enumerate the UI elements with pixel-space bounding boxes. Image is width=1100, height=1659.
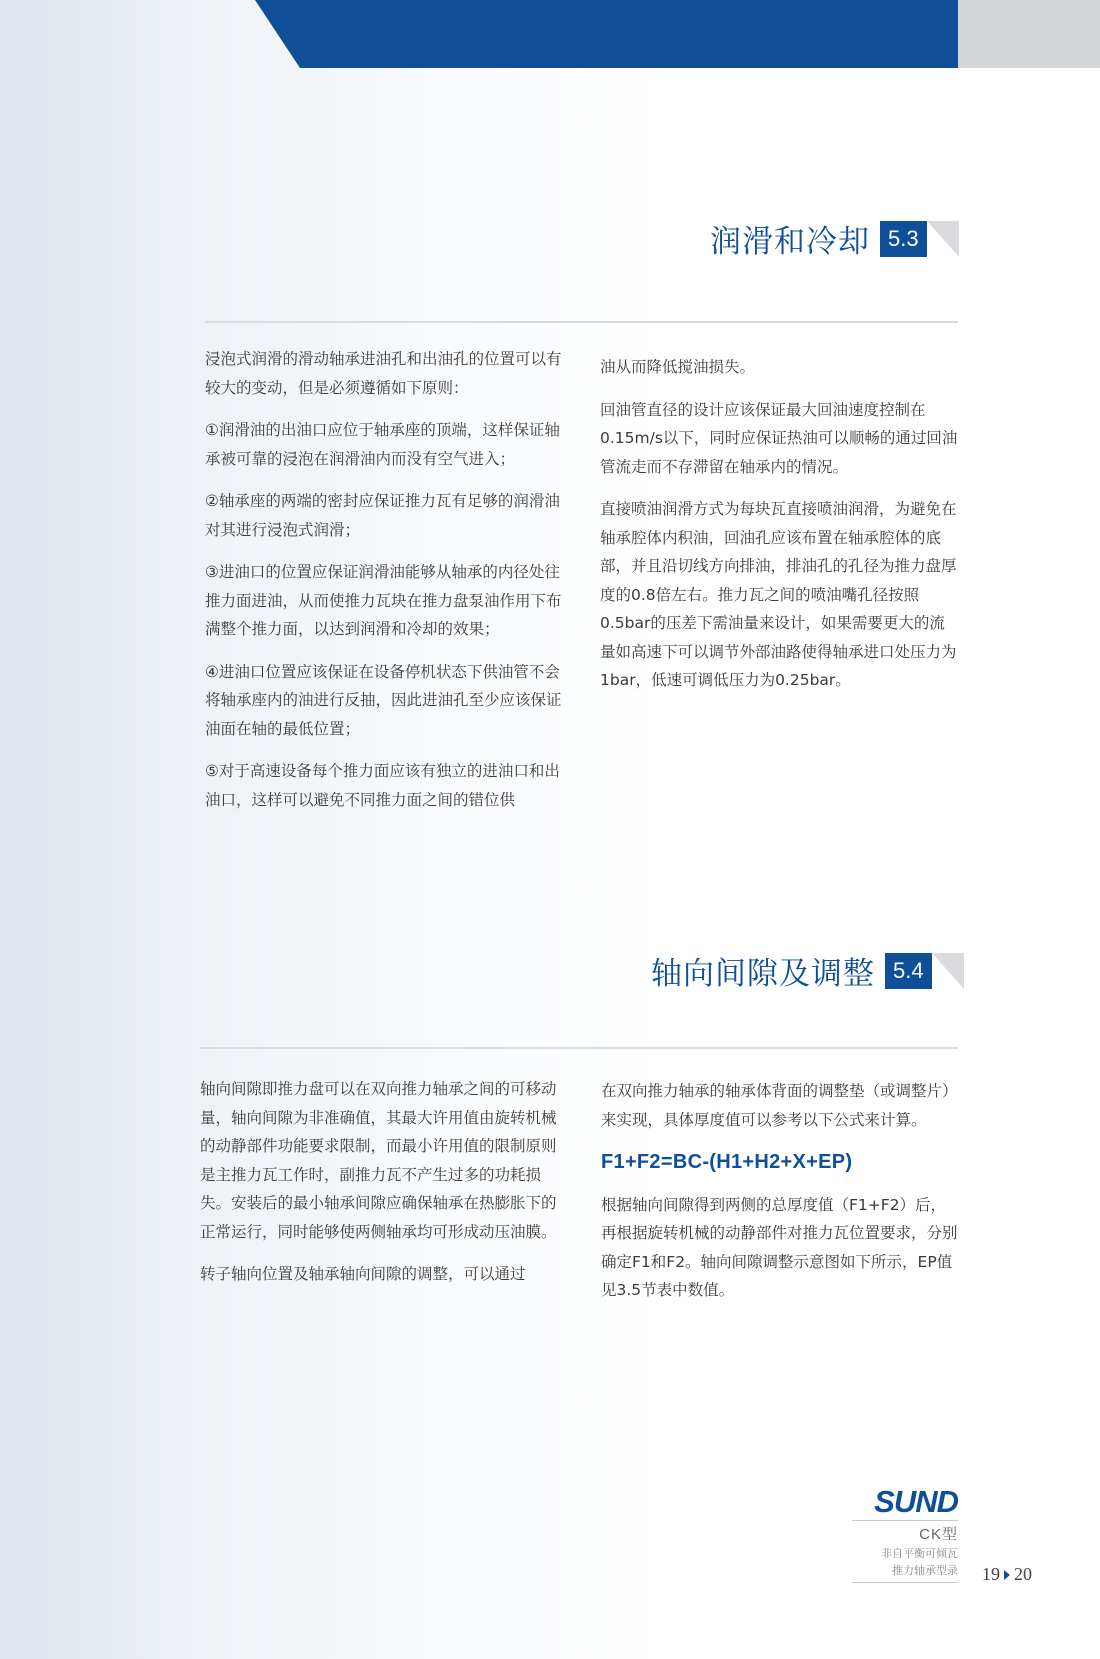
section-divider (200, 1047, 958, 1049)
section-number: 5.3 (880, 221, 927, 257)
paragraph: 油从而降低搅油损失。 (600, 358, 756, 376)
model-name: CK型 (919, 1526, 958, 1543)
paragraph: 浸泡式润滑的滑动轴承进油孔和出油孔的位置可以有较大的变动，但是必须遵循如下原则： (205, 350, 562, 397)
clearance-formula: F1+F2=BC-(H1+H2+X+EP) (601, 1151, 853, 1173)
page-right: 20 (1014, 1564, 1032, 1584)
section-title: 润滑和冷却 (710, 224, 870, 260)
paragraph: 根据轴向间隙得到两侧的总厚度值（F1+F2）后，再根据旋转机械的动静部件对推力瓦位置要求，分别确定F1和F2。轴向间隙调整示意图如下所示，EP值见3.5节表中数值。 (601, 1195, 958, 1299)
paragraph: 轴向间隙即推力盘可以在双向推力轴承之间的可移动量，轴向间隙为非准确值，其最大许用值由旋转机械的动静部件功能要求限制，而最小许用值的限制原则是主推力瓦工作时，副推力瓦不产生过多的功耗损失。安装后的最小轴承间隙应确保轴承在热膨胀下的正常运行，同时能够使两侧轴承均可形成动压油膜。 (200, 1080, 557, 1241)
footer-divider (852, 1520, 958, 1521)
section-5-3-heading (710, 216, 959, 261)
section-5-3-left-column (205, 345, 565, 828)
paragraph: 直接喷油润滑方式为每块瓦直接喷油润滑，为避免在轴承腔体内积油，回油孔应该布置在轴承腔体的底部，并且沿切线方向排油，排油孔的孔径为推力盘厚度的0.8倍左右。推力瓦之间的喷油嘴孔径按照0.5bar的压差下需油量来设计，如果需要更大的流量如高速下可以调节外部油路使得轴承进口处压力为1bar，低速可调低压力为0.25bar。 (600, 500, 957, 689)
paragraph: ④进油口位置应该保证在设备停机状态下供油管不会将轴承座内的油进行反抽，因此进油孔至少应该保证油面在轴的最低位置； (205, 662, 562, 738)
section-number: 5.4 (885, 953, 932, 989)
catalog-subtitle: 推力轴承型录 (892, 1564, 958, 1577)
heading-accent (927, 221, 959, 257)
paragraph: 转子轴向位置及轴承轴向间隙的调整，可以通过 (200, 1265, 526, 1283)
section-title: 轴向间隙及调整 (651, 956, 875, 992)
heading-accent (932, 953, 964, 989)
header-gray-tab (958, 0, 1100, 68)
page-number (982, 1564, 1032, 1585)
catalog-subtitle: 非自平衡可倾瓦 (881, 1547, 958, 1560)
page-left: 19 (982, 1564, 1000, 1584)
section-5-4-left-column (200, 1075, 560, 1303)
paragraph: ⑤对于高速设备每个推力面应该有独立的进油口和出油口，这样可以避免不同推力面之间的错位供 (205, 762, 560, 809)
triangle-icon (1004, 1570, 1010, 1580)
paragraph: ③进油口的位置应保证润滑油能够从轴承的内径处往推力面进油，从而使推力瓦块在推力盘泵油作用下布满整个推力面，以达到润滑和冷却的效果； (205, 563, 562, 638)
paragraph: ①润滑油的出油口应位于轴承座的顶端，这样保证轴承被可靠的浸泡在润滑油内而没有空气进入； (205, 421, 560, 468)
brand-logo: SUND (874, 1484, 958, 1519)
paragraph: ②轴承座的两端的密封应保证推力瓦有足够的润滑油对其进行浸泡式润滑； (205, 492, 560, 539)
section-5-4-right-column (601, 1077, 961, 1319)
section-5-4-heading (651, 948, 964, 993)
footer-divider (852, 1582, 958, 1583)
paragraph: 在双向推力轴承的轴承体背面的调整垫（或调整片）来实现，具体厚度值可以参考以下公式来计算。 (601, 1082, 958, 1129)
section-5-3-right-column (600, 353, 960, 709)
header-band (255, 0, 958, 68)
paragraph: 回油管直径的设计应该保证最大回油速度控制在0.15m/s以下，同时应保证热油可以顺畅的通过回油管流走而不存滞留在轴承内的情况。 (600, 400, 958, 476)
section-divider (205, 321, 958, 323)
